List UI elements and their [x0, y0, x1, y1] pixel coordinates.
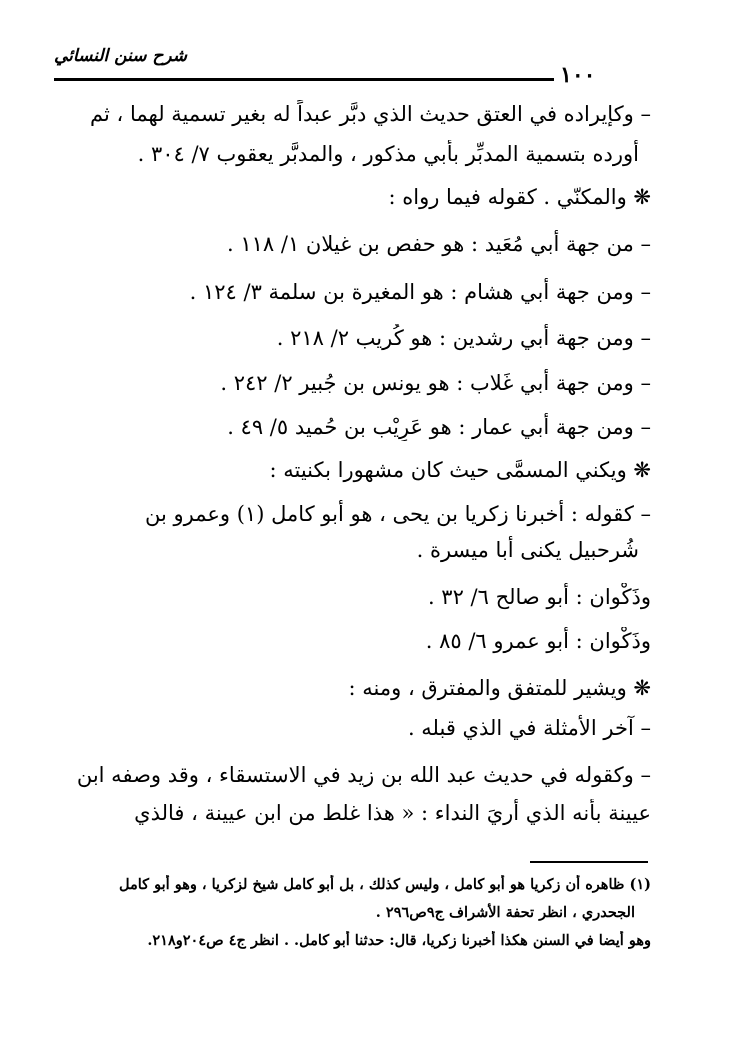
running-title: شرح سنن النسائي — [54, 46, 188, 66]
header-rule — [54, 78, 554, 81]
body-line: ❋ ويكني المسمَّى حيث كان مشهورا بكنيته : — [269, 458, 651, 482]
body-line: وذَكْوان : أبو عمرو ٦/ ٨٥ . — [425, 629, 651, 653]
body-line: – ومن جهة أبي عمار : هو عَرِيْب بن حُميد ٥/ ٤٩ . — [227, 415, 651, 439]
body-line: – ومن جهة أبي هشام : هو المغيرة بن سلمة ٣/ ١٢٤ . — [189, 280, 651, 304]
page-number: ١٠٠ — [560, 62, 596, 88]
body-line: أورده بتسمية المدبِّر بأبي مذكور ، والمدبَّر يعقوب ٧/ ٣٠٤ . — [137, 142, 639, 166]
footnote-line: الجحدري ، انظر تحفة الأشراف ج٩ص٢٩٦ . — [375, 904, 635, 921]
body-line: – ومن جهة أبي رشدين : هو كُريب ٢/ ٢١٨ . — [276, 326, 651, 350]
body-line: ❋ ويشير للمتفق والمفترق ، ومنه : — [348, 676, 651, 700]
body-line: عيينة بأنه الذي أُريَ النداء : « هذا غلط من ابن عيينة ، فالذي — [134, 801, 651, 825]
body-line: – ومن جهة أبي غَلاب : هو يونس بن جُبير ٢/ ٢٤٢ . — [220, 371, 651, 395]
body-line: شُرحبيل يكنى أبا ميسرة . — [416, 538, 639, 562]
body-line: – من جهة أبي مُعَيد : هو حفص بن غيلان ١/ ١١٨ . — [226, 232, 651, 256]
body-line: – آخر الأمثلة في الذي قبله . — [407, 716, 651, 740]
footnote-line: (١) ظاهره أن زكريا هو أبو كامل ، وليس كذلك ، بل أبو كامل شيخ لزكريا ، وهو أبو كامل — [119, 876, 651, 893]
footnote-line: وهو أيضا في السنن هكذا أخبرنا زكريا، قال: حدثنا أبو كامل. . انظر ج٤ ص٢٠٤و٢١٨. — [147, 932, 651, 949]
body-line: – وكإيراده في العتق حديث الذي دبَّر عبداً له بغير تسمية لهما ، ثم — [90, 102, 651, 126]
body-line: – وكقوله في حديث عبد الله بن زيد في الاستسقاء ، وقد وصفه ابن — [76, 763, 651, 787]
footnote-rule — [530, 861, 648, 863]
body-line: وذَكْوان : أبو صالح ٦/ ٣٢ . — [427, 585, 651, 609]
body-line: – كقوله : أخبرنا زكريا بن يحى ، هو أبو كامل (١) وعمرو بن — [145, 502, 651, 526]
body-line: ❋ والمكنّي . كقوله فيما رواه : — [388, 185, 651, 209]
